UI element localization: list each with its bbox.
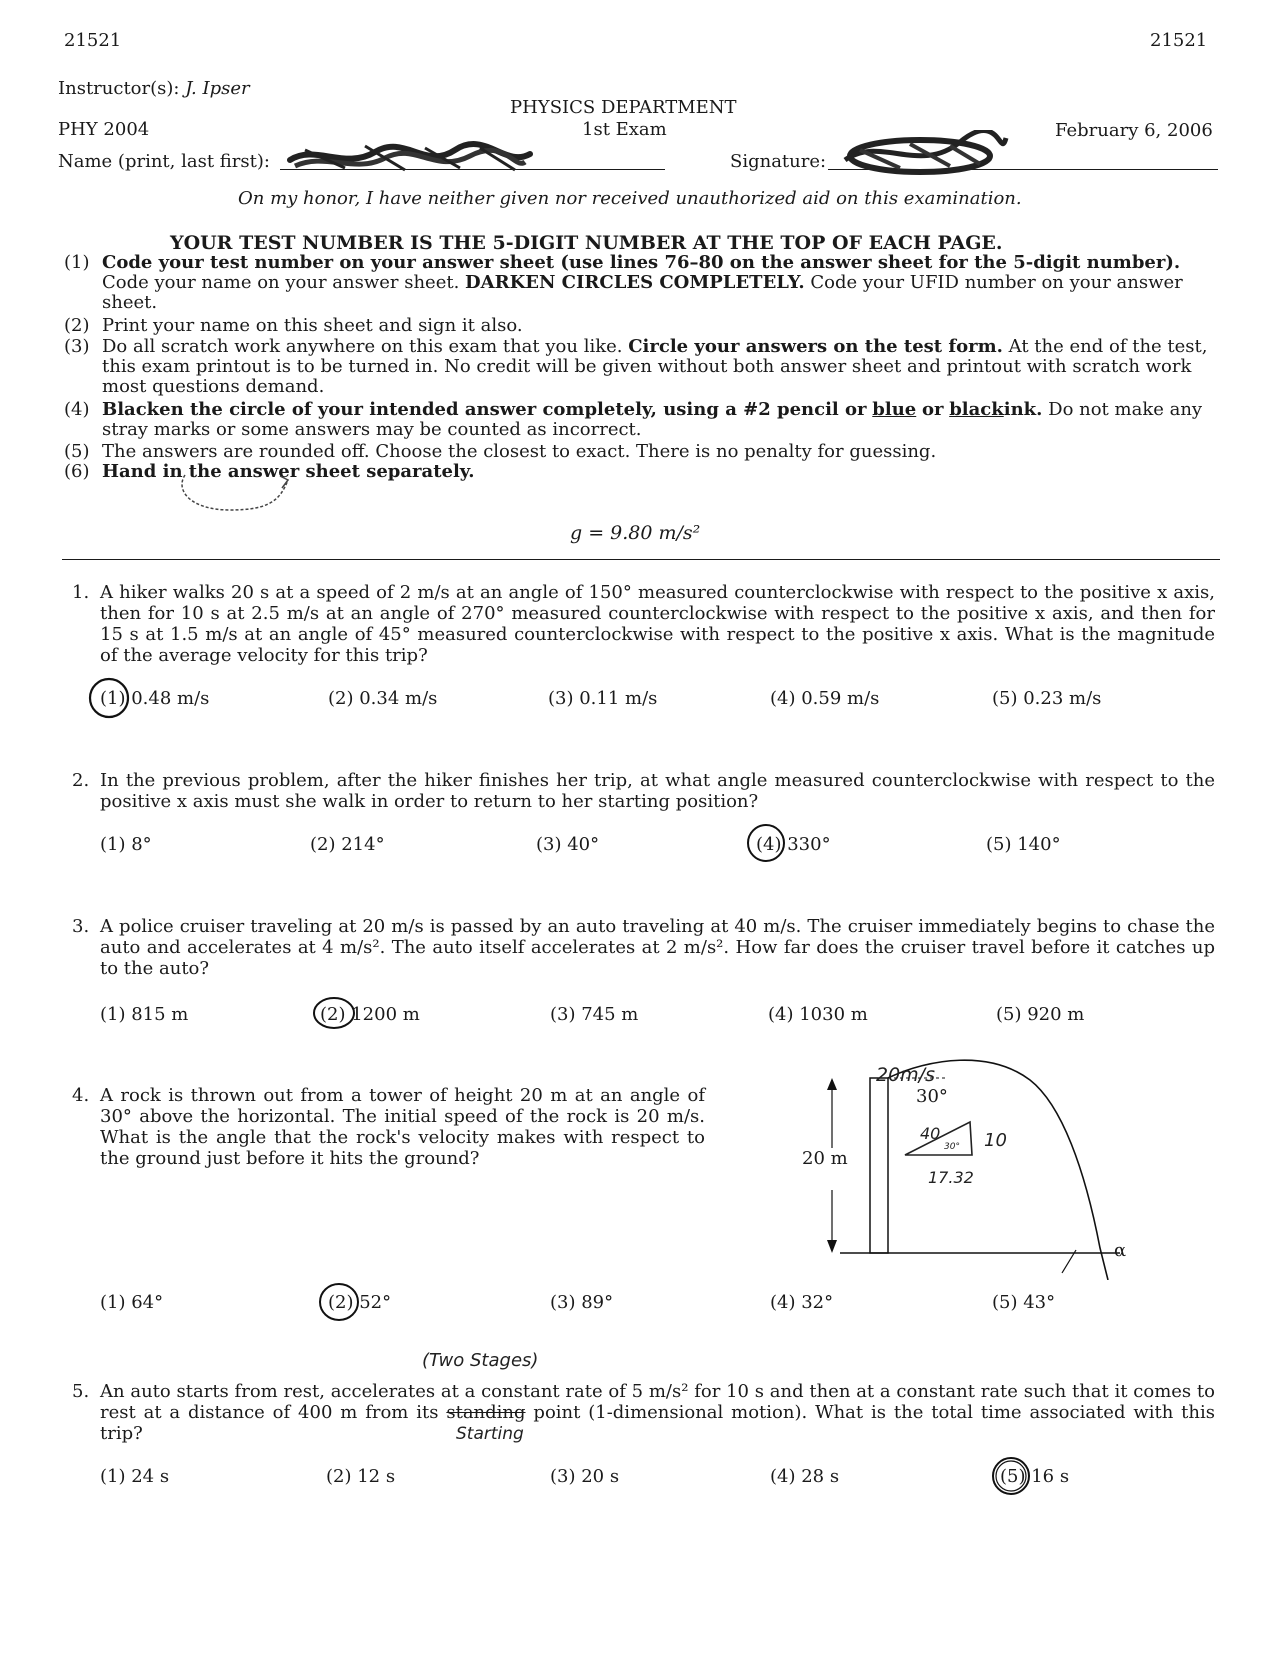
- q3-option-5[interactable]: (5) 920 m: [996, 1004, 1085, 1025]
- q1-option-5[interactable]: (5) 0.23 m/s: [992, 688, 1102, 709]
- q2-option-1[interactable]: (1) 8°: [100, 834, 152, 855]
- q4-option-5[interactable]: (5) 43°: [992, 1292, 1056, 1313]
- name-label: Name (print, last first):: [58, 151, 270, 172]
- selected-answer-circle-q2: [744, 822, 788, 864]
- handwritten-side: 10: [984, 1130, 1007, 1151]
- arrowhead-up: [827, 1078, 837, 1090]
- handwritten-initial-speed: 20m/s: [876, 1064, 935, 1086]
- tower: [870, 1078, 888, 1253]
- q5-option-2[interactable]: (2) 12 s: [326, 1466, 396, 1487]
- course-code: PHY 2004: [58, 119, 150, 140]
- department-title: PHYSICS DEPARTMENT: [510, 97, 737, 118]
- question-text: A hiker walks 20 s at a speed of 2 m/s at an angle of 150° measured counterclockwise with respect to the positive x axis, then for 10 s at 2.5 m/s at an angle of 270° measured counterclockwise with respect to the positive x axis, and then for 15 s at 1.5 m/s at an angle of 45° measured counterclockwise with respect to the positive x axis. What is the magnitude of the average velocity for this trip?: [100, 582, 1215, 666]
- instructor-line: [58, 78, 250, 99]
- q5-option-4[interactable]: (4) 28 s: [770, 1466, 840, 1487]
- redacted-signature-scribble: [830, 130, 1010, 178]
- redacted-name-scribble: [285, 140, 535, 176]
- handwritten-starting: Starting: [456, 1424, 524, 1444]
- alpha-label: α: [1114, 1240, 1127, 1261]
- gravity-constant: g = 9.80 m/s²: [570, 522, 701, 544]
- q4-option-1[interactable]: (1) 64°: [100, 1292, 164, 1313]
- section-divider: [62, 559, 1220, 560]
- instruction-1: (1) Code your test number on your answer sheet (use lines 76–80 on the answer sheet for the 5-digit number). Code your name on your answer sheet. DARKEN CIRCLES COMPLETELY. Code your UFID number on your answer sheet.: [64, 252, 1183, 313]
- q2-option-5[interactable]: (5) 140°: [986, 834, 1061, 855]
- question-text: A rock is thrown out from a tower of height 20 m at an angle of 30° above the horizontal. The initial speed of the rock is 20 m/s. What is the angle that the rock's velocity makes with respect to the ground just before it hits the ground?: [100, 1085, 705, 1169]
- test-number-heading: YOUR TEST NUMBER IS THE 5-DIGIT NUMBER AT THE TOP OF EACH PAGE.: [170, 232, 1003, 254]
- question-text: A police cruiser traveling at 20 m/s is passed by an auto traveling at 40 m/s. The cruiser immediately begins to chase the auto and accelerates at 4 m/s². The auto itself accelerates at 2 m/s². How far does the cruiser travel before it catches up to the auto?: [100, 916, 1215, 979]
- instruction-2: (2) Print your name on this sheet and sign it also.: [64, 315, 523, 336]
- q5-option-1[interactable]: (1) 24 s: [100, 1466, 170, 1487]
- q1-option-4[interactable]: (4) 0.59 m/s: [770, 688, 880, 709]
- question-1: 1. A hiker walks 20 s at a speed of 2 m/s at an angle of 150° measured counterclockwise with respect to the positive x axis, then for 10 s at 2.5 m/s at an angle of 270° measured counterclockwise with respect to the positive x axis, and then for 15 s at 1.5 m/s at an angle of 45° measured counterclockwise with respect to the positive x axis. What is the magnitude of the average velocity for this trip?: [72, 582, 1215, 666]
- instruction-6: (6) Hand in the answer sheet separately.: [64, 461, 475, 482]
- question-3: 3. A police cruiser traveling at 20 m/s is passed by an auto traveling at 40 m/s. The cruiser immediately begins to chase the auto and accelerates at 4 m/s². The auto itself accelerates at 2 m/s². How far does the cruiser travel before it catches up to the auto?: [72, 916, 1215, 979]
- question-text: In the previous problem, after the hiker finishes her trip, at what angle measured counterclockwise with respect to the positive x axis must she walk in order to return to her starting position?: [100, 770, 1215, 812]
- q5-option-3[interactable]: (3) 20 s: [550, 1466, 620, 1487]
- q4-option-4[interactable]: (4) 32°: [770, 1292, 834, 1313]
- instructor-label: Instructor(s):: [58, 78, 180, 99]
- instruction-4: (4) Blacken the circle of your intended answer completely, using a #2 pencil or blue or blackink. Do not make any stray marks or some answers may be counted as incorrect.: [64, 399, 1203, 440]
- instructor-name: J. Ipser: [185, 78, 250, 99]
- q2-option-2[interactable]: (2) 214°: [310, 834, 385, 855]
- q3-option-1[interactable]: (1) 815 m: [100, 1004, 189, 1025]
- q4-option-3[interactable]: (3) 89°: [550, 1292, 614, 1313]
- q3-option-3[interactable]: (3) 745 m: [550, 1004, 639, 1025]
- angle-label: 30°: [916, 1086, 948, 1107]
- exam-title: 1st Exam: [582, 119, 667, 140]
- handwritten-arrow-scribble: [170, 470, 300, 530]
- test-number-right: 21521: [1150, 30, 1208, 51]
- handwritten-two-stages: (Two Stages): [422, 1350, 539, 1371]
- q4-option-2[interactable]: (2) 52°: [328, 1292, 392, 1313]
- question-5: 5. An auto starts from rest, accelerates at a constant rate of 5 m/s² for 10 s and then at a constant rate such that it comes to rest at a distance of 400 m from its standing point (1-dimensional motion). What is the total time associated with this trip?: [72, 1381, 1215, 1444]
- signature-label: Signature:: [730, 151, 827, 172]
- q1-option-3[interactable]: (3) 0.11 m/s: [548, 688, 658, 709]
- selected-answer-circle-q5: [988, 1454, 1034, 1498]
- q2-option-4[interactable]: (4) 330°: [756, 834, 831, 855]
- q2-option-3[interactable]: (3) 40°: [536, 834, 600, 855]
- tower-trajectory-figure: [800, 1050, 1140, 1280]
- q5-option-5[interactable]: (5) 16 s: [1000, 1466, 1070, 1487]
- q3-option-4[interactable]: (4) 1030 m: [768, 1004, 868, 1025]
- arrowhead-down: [827, 1240, 837, 1253]
- exam-date: February 6, 2006: [1055, 120, 1213, 141]
- height-label: 20 m: [802, 1148, 848, 1169]
- q1-option-2[interactable]: (2) 0.34 m/s: [328, 688, 438, 709]
- question-2: 2. In the previous problem, after the hiker finishes her trip, at what angle measured counterclockwise with respect to the positive x axis must she walk in order to return to her starting position?: [72, 770, 1215, 812]
- question-4: 4. A rock is thrown out from a tower of height 20 m at an angle of 30° above the horizontal. The initial speed of the rock is 20 m/s. What is the angle that the rock's velocity makes with respect to the ground just before it hits the ground?: [72, 1085, 705, 1169]
- selected-answer-circle-q3: [310, 994, 358, 1032]
- instruction-3: (3) Do all scratch work anywhere on this exam that you like. Circle your answers on the test form. At the end of the test, this exam printout is to be turned in. No credit will be given without both answer sheet and printout with scratch work most questions demand.: [64, 336, 1208, 397]
- honor-statement: On my honor, I have neither given nor received unauthorized aid on this examination.: [238, 188, 1022, 209]
- handwritten-base: 17.32: [928, 1168, 974, 1187]
- instruction-5: (5) The answers are rounded off. Choose the closest to exact. There is no penalty for guessing.: [64, 441, 937, 462]
- selected-answer-circle-q1: [86, 676, 132, 720]
- q3-option-2[interactable]: (2) 1200 m: [320, 1004, 420, 1025]
- test-number-left: 21521: [64, 30, 122, 51]
- handwritten-triangle-angle: 30°: [944, 1142, 960, 1152]
- selected-answer-circle-q4: [316, 1280, 362, 1324]
- struck-word: standing: [446, 1402, 526, 1423]
- handwritten-hypotenuse: 40: [920, 1124, 941, 1143]
- q1-option-1[interactable]: (1) 0.48 m/s: [100, 688, 210, 709]
